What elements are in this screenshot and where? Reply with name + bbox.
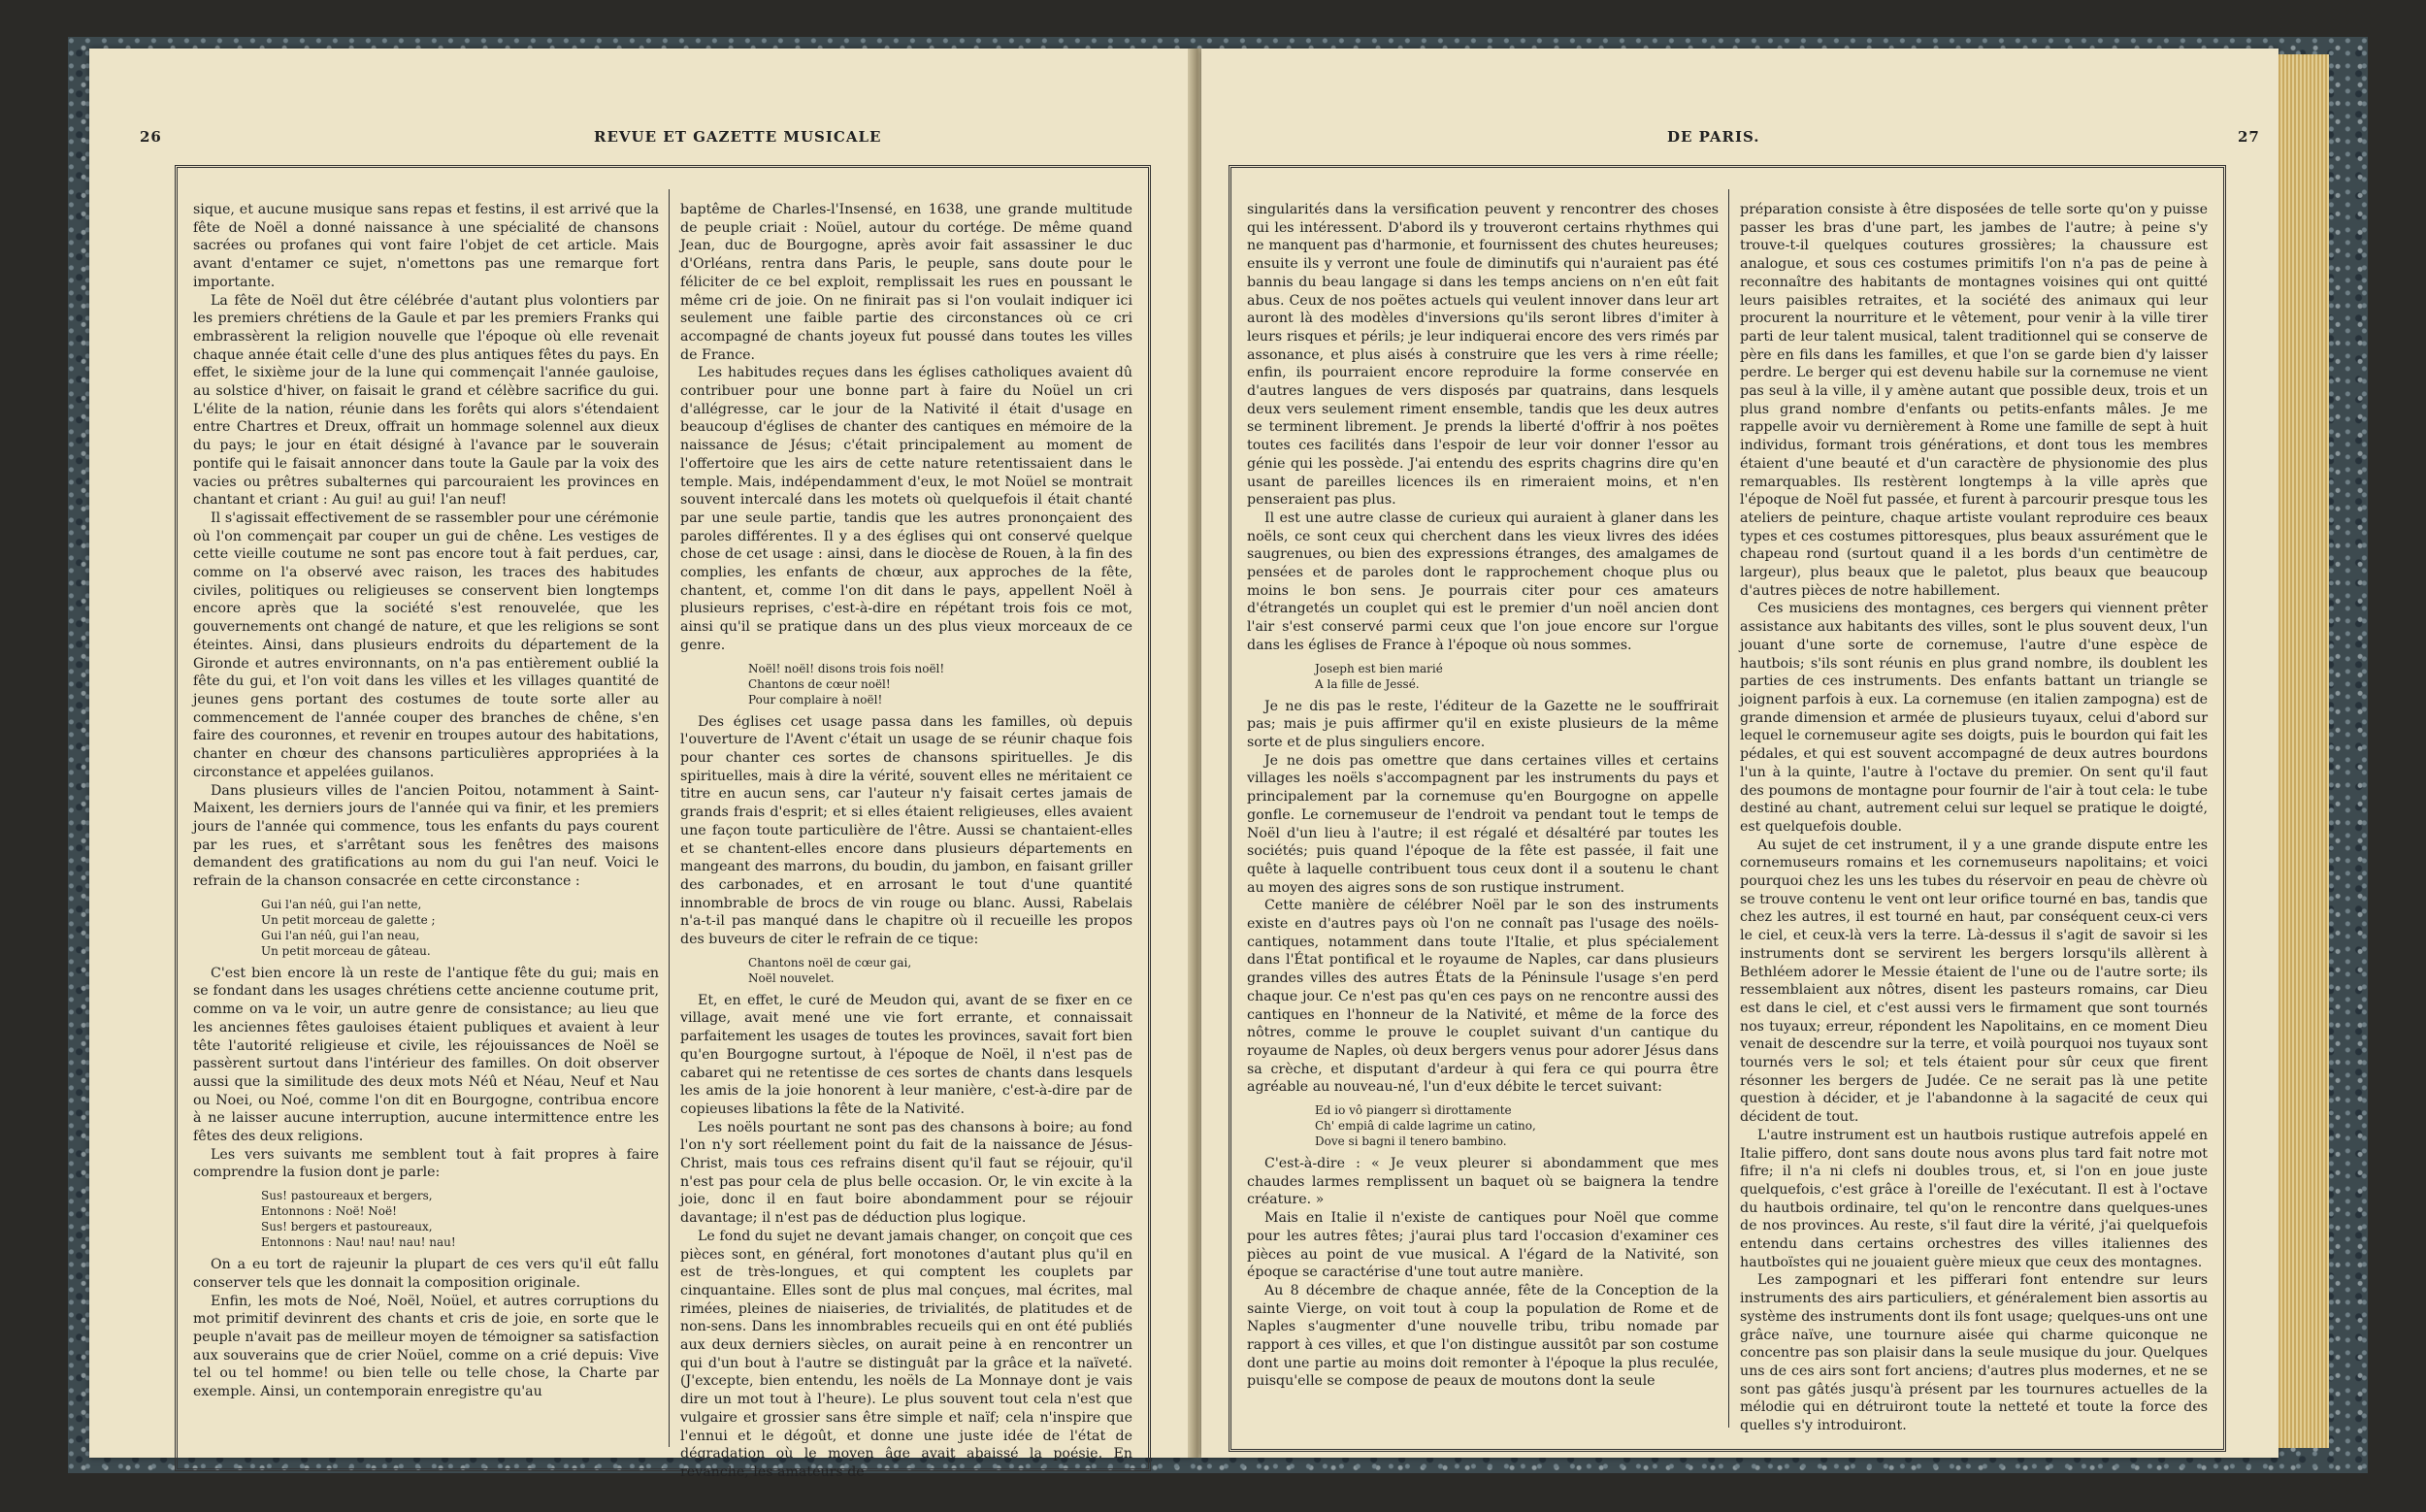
verse-block bbox=[261, 897, 659, 959]
verse-line: Entonnons : Nau! nau! nau! nau! bbox=[261, 1235, 456, 1250]
paragraph: Les noëls pourtant ne sont pas des chansons à boire; au fond l'on n'y sort réellement point du fait de la naissance de Jésus-Christ, mais tous ces refrains disent qu'il faut se réjouir, qu'il n'est pas pour cela de plus belle occasion. Or, le vin excite à la joie, donc il en faut boire abondamment pour se réjouir davantage; il n'est pas de déduction plus logique. bbox=[680, 1119, 1132, 1227]
paragraph: Des églises cet usage passa dans les familles, où depuis l'ouverture de l'Avent c'était un usage de se réunir chaque fois pour chanter ces sortes de chansons spirituelles. Je dis spirituelles, mais à dire la vérité, souvent elles ne méritaient ce titre en aucun sens, car l'auteur n'y faisait certes jamais de grands frais d'esprit; et si elles étaient religieuses, elles avaient une façon toute particulière de l'être. Aussi se chantaient-elles et se chantent-elles encore dans plusieurs départements en mangeant des marrons, du boudin, du jambon, en faisant griller des carbonades, et en arrosant le tout d'une quantité innombrable de brocs de vin rouge ou blanc. Aussi, Rabelais n'a-t-il pas manqué dans le chapitre où il recueille les propos des buveurs de citer le refrain de ce tique: bbox=[680, 713, 1132, 948]
text-frame bbox=[175, 165, 1151, 1480]
verse-line: Dove si bagni il tenero bambino. bbox=[1315, 1134, 1507, 1149]
paragraph: C'est bien encore là un reste de l'antique fête du gui; mais en se fondant dans les usages chrétiens cette ancienne coutume prit, comme on va le voir, un autre genre de consistance; au lieu que les anciennes fêtes gauloises étaient publiques et avaient à leur tête l'autorité religieuse et civile, les réjouissances de Noël se passèrent surtout dans l'intérieur des familles. On doit observer aussi que la similitude des deux mots Néû et Néau, Neuf et Nau ou Noei, ou Noé, comme l'on dit en Bourgogne, contribua encore à ne laisser aucune interruption, aucune intermittence entre les fêtes des deux religions. bbox=[193, 965, 659, 1145]
verse-block bbox=[261, 1188, 659, 1250]
verse-line: A la fille de Jessé. bbox=[1315, 676, 1420, 691]
column-rule bbox=[669, 189, 670, 1447]
paragraph: Les habitudes reçues dans les églises catholiques avaient dû contribuer pour une bonne part à faire du Noüel un cri d'allégresse, car le jour de la Nativité il était d'usage en beaucoup d'églises de chanter des cantiques en mémoire de la naissance de Jésus; c'était principalement au moment de l'offertoire que les airs de cette nature retentissaient dans le temple. Mais, indépendamment d'eux, le mot Noüel se montrait souvent intercalé dans les motets où quelquefois il était chanté par une seule partie, tandis que les autres prononçaient des paroles différentes. Il y a des églises qui ont conservé quelque chose de cet usage : ainsi, dans le diocèse de Rouen, à la fin des complies, les enfants de chœur, aux approches de la fête, chantent, et, comme l'on dit dans le pays, appellent Noël à plusieurs reprises, c'est-à-dire en répétant trois fois ce mot, ainsi qu'il se pratique dans un des plus vieux morceaux de ce genre. bbox=[680, 365, 1132, 653]
paragraph: Le fond du sujet ne devant jamais changer, on conçoit que ces pièces sont, en général, fort monotones d'autant plus qu'il en est de très-longues, et qui comptent les couplets par cinquantaine. Elles sont de plus mal conçues, mal écrites, mal rimées, pleines de niaiseries, de trivialités, de platitudes et de non-sens. Dans les innombrables recueils qui en ont été publiés aux deux derniers siècles, on aurait peine à en rencontrer un qui d'un bout à l'autre se distinguât par la grâce et la naïveté. (J'excepte, bien entendu, les noëls de La Monnaye dont je vais dire un mot tout à l'heure). Le plus souvent tout cela n'est que vulgaire et grossier sans être simple et naïf; cela n'inspire que l'ennui et le dégoût, et donne une juste idée de l'état de dégradation où le moyen âge avait abaissé la poésie. En revanche, les amateurs de bbox=[680, 1228, 1132, 1480]
verse-block bbox=[748, 661, 1132, 707]
paragraph: Il est une autre classe de curieux qui auraient à glaner dans les noëls, ce sont ceux qui cherchent dans les vieux livres des idées saugrenues, ou bien des expressions étranges, des amalgames de pensées et de paroles dont le rapprochement choque plus ou moins le bon sens. Je pourrais citer pour ces amateurs d'étrangetés un couplet qui est le premier d'un noël ancien dont l'air s'est conservé parmi ceux que l'on joue encore sur l'orgue dans les églises de France à l'époque où nous sommes. bbox=[1247, 509, 1719, 653]
paragraph: sique, et aucune musique sans repas et festins, il est arrivé que la fête de Noël a donné naissance à une spécialité de chansons sacrées ou profanes qui vont faire l'objet de cet article. Mais avant d'entamer ce sujet, n'omettons pas une remarque fort importante. bbox=[193, 202, 659, 290]
text-column-2 bbox=[1740, 201, 2208, 1434]
page-number: 26 bbox=[140, 128, 162, 146]
paragraph: Je ne dis pas le reste, l'éditeur de la Gazette ne le souffrirait pas; mais je puis affirmer qu'il en existe plusieurs de la même sorte et de plus singuliers encore. bbox=[1247, 698, 1719, 750]
verse-block bbox=[748, 955, 1132, 986]
verse-line: Chantons noël de cœur gai, bbox=[748, 955, 912, 970]
verse-line: Un petit morceau de gâteau. bbox=[261, 943, 431, 958]
paragraph: Enfin, les mots de Noé, Noël, Noüel, et autres corruptions du mot primitif devinrent des chants et cris de joie, en sorte que le peuple n'avait pas de meilleur moyen de témoigner sa satisfaction aux souverains que de crier Noüel, comme on a crié depuis: Vive tel ou tel homme! ou bien telle ou telle chose, la Charte par exemple. Ainsi, un contemporain enregistre qu'au bbox=[193, 1293, 659, 1400]
paragraph: baptême de Charles-l'Insensé, en 1638, une grande multitude de peuple criait : Noüel, autour du cortége. De même quand Jean, duc de Bourgogne, après avoir fait assassiner le duc d'Orléans, rentra dans Paris, le peuple, sans doute pour le féliciter de ce bel exploit, remplissait les rues en poussant le même cri de joie. On ne finirait pas si l'on voulait indiquer ici seulement une faible partie des circonstances où ce cri accompagné de chants joyeux fut poussé dans toutes les villes de France. bbox=[680, 202, 1132, 363]
verse-line: Pour complaire à noël! bbox=[748, 692, 883, 707]
text-column-1 bbox=[193, 201, 659, 1449]
verse-line: Ed io vô piangerr sì dirottamente bbox=[1315, 1103, 1512, 1118]
page-number: 27 bbox=[2238, 128, 2260, 146]
text-frame bbox=[1229, 165, 2226, 1452]
paragraph: Dans plusieurs villes de l'ancien Poitou, notamment à Saint-Maixent, les derniers jours de l'année qui va finir, et les premiers jours de l'année qui commence, tous les enfants du pays courent par les rues, et s'arrêtant sous les fenêtres des maisons demandent des gratifications au nom du gui l'an neuf. Voici le refrain de la chanson consacrée en cette circonstance : bbox=[193, 782, 659, 890]
paragraph: singularités dans la versification peuvent y rencontrer des choses qui les intéressent. D'abord ils y trouveront certains rhythmes qui ne manquent pas d'harmonie, et fournissent des chutes heureuses; ensuite ils y verront une foule de diminutifs qui n'auraient pas été bannis du beau langage si dans les temps anciens on n'en eût fait abus. Ceux de nos poëtes actuels qui veulent innover dans leur art auront là des modèles d'inversions qu'ils seront libres d'imiter à leurs risques et périls; je leur indiquerai encore des vers rimés par assonance, et plus aisés à construire que les vers à rime réelle; enfin, ils pourraient encore reproduire la forme conservée en d'autres langues de vers disposés par quatrains, dans lesquels deux vers seulement riment ensemble, tandis que les deux autres se terminent librement. Je prends la liberté d'offrir à nos poëtes toutes ces facilités dans l'espoir de leur voir donner l'essor au génie qui les possède. J'ai entendu des esprits chagrins dire qu'en usant de pareilles licences ils en rimeraient moins, et n'en penseraient pas plus. bbox=[1247, 202, 1719, 509]
paragraph: Il s'agissait effectivement de se rassembler pour une cérémonie où l'on commençait par couper un gui de chêne. Les vestiges de cette vieille coutume ne sont pas encore tout à fait perdues, car, comme on l'a observé avec raison, les traces des habitudes civiles, politiques ou religieuses se conservent bien longtemps encore après que la société s'est renouvelée, que les gouvernements ont changé de nature, et que les religions se sont éteintes. Ainsi, dans plusieurs endroits du département de la Gironde et autres environnants, on n'a pas entièrement oublié la fête du gui, et l'on voit dans les villes et les villages quantité de jeunes gens portant des costumes de toute sorte aller au commencement de l'année couper des branches de chêne, s'en faire des couronnes, et revenir en troupes autour des habitations, chanter en chœur des chansons particulières appropriées à la circonstance et appelées guilanos. bbox=[193, 509, 659, 780]
verse-line: Ch' empiâ di calde lagrime un catino, bbox=[1315, 1119, 1536, 1134]
paragraph: préparation consiste à être disposées de telle sorte qu'on y puisse passer les bras d'une part, les jambes de l'autre; à peine s'y trouve-t-il quelques coutures grossières; la chaussure est analogue, et sous ces costumes primitifs l'on n'a pas de peine à reconnaître des habitants de montagnes voisines qui ont quitté leurs paisibles retraites, et la société des animaux qui leur procurent la nourriture et le vêtement, pour venir à la ville tirer parti de leur talent musical, talent traditionnel qui se conserve de père en fils dans les familles, et que l'on se garde bien d'y laisser perdre. Le berger qui est devenu habile sur la cornemuse ne vient pas seul à la ville, il y amène autant que possible deux, trois et un plus grand nombre d'enfants ou petits-enfants mâles. Je me rappelle avoir vu dernièrement à Rome une famille de sept à huit individus, formant trois générations, et dont tous les membres étaient d'une beauté et d'un caractère de physionomie des plus remarquables. Ils restèrent longtemps à la ville après que l'époque de Noël fut passée, et furent à parcourir presque tous les ateliers de peinture, chaque artiste voulant reproduire ces beaux types et ces costumes pittoresques, plus beaux assurément que le chapeau rond (surtout quand il a les bords d'un centimètre de largeur), plus beaux que le paletot, plus beaux que beaucoup d'autres pièces de notre habillement. bbox=[1740, 202, 2208, 599]
text-column-1 bbox=[1247, 201, 1719, 1430]
verse-block bbox=[1315, 661, 1719, 692]
verse-line: Joseph est bien marié bbox=[1315, 661, 1443, 675]
verse-line: Noël nouvelet. bbox=[748, 970, 835, 985]
verse-line: Gui l'an néû, gui l'an nette, bbox=[261, 897, 422, 911]
verse-line: Sus! pastoureaux et bergers, bbox=[261, 1189, 433, 1203]
left-page bbox=[89, 49, 1194, 1480]
running-head: DE PARIS. bbox=[1667, 128, 1760, 146]
text-column-2 bbox=[680, 201, 1132, 1480]
paragraph: Au sujet de cet instrument, il y a une grande dispute entre les cornemuseurs romains et les cornemuseurs napolitains; et voici pourquoi chez les uns les tubes du réservoir en peau de chèvre où se trouve contenu le vent ont leur orifice tourné en bas, tandis que chez les autres, il est tourné en haut, par conséquent ceux-ci vers le ciel, et ceux-là vers la terre. Là-dessus il s'agit de savoir si les instruments dont se servirent les bergers lorsqu'ils allèrent à Bethléem adorer le Messie étaient de l'une ou de l'autre sorte; ils ressemblaient aux nôtres, disent les pasteurs romains, car Dieu est dans le ciel, et c'est aussi vers le firmament que sont tournés nos tuyaux; erreur, répondent les Napolitains, en ce moment Dieu venait de descendre sur la terre, et voilà pourquoi nos tuyaux sont tournés vers le sol; et tels étaient pour sûr ceux que firent résonner les bergers de Judée. Ce ne serait pas là une petite question à décider, et je l'abandonne à la sagacité de ceux qui décident de tout. bbox=[1740, 837, 2208, 1126]
running-head: REVUE ET GAZETTE MUSICALE bbox=[594, 128, 882, 146]
paragraph: Ces musiciens des montagnes, ces bergers qui viennent prêter assistance aux habitants des villes, sont le plus souvent deux, l'un jouant d'une sorte de cornemuse, l'autre d'une espèce de hautbois; s'ils sont réunis en plus grand nombre, ils doublent les parties de ces instruments. Des enfants battant un triangle se joignent parfois à eux. La cornemuse (en italien zampogna) est de grande dimension et armée de plusieurs tuyaux, celui d'abord sur lequel le cornemuseur agite ses doigts, puis le bourdon qui fait les pédales, et qui est souvent accompagné de deux autres bourdons l'un à la quinte, l'autre à l'octave du premier. On sent qu'il faut des poumons de montagne pour fournir de l'air à tout cela: le tube destiné au chant, autrement celui sur lequel se pratique le doigté, est quelquefois double. bbox=[1740, 601, 2208, 835]
paragraph: On a eu tort de rajeunir la plupart de ces vers qu'il eût fallu conserver tels que les donnait la composition originale. bbox=[193, 1257, 659, 1291]
paragraph: Et, en effet, le curé de Meudon qui, avant de se fixer en ce village, avait mené une vie fort errante, et connaissait parfaitement les usages de toutes les provinces, savait fort bien qu'en Bourgogne surtout, à l'époque de Noël, il n'est pas de cabaret qui ne retentisse de ces sortes de chants dans lesquels les amis de la joie honorent à leur manière, c'est-à-dire par de copieuses libations la fête de la Nativité. bbox=[680, 992, 1132, 1117]
paragraph: Au 8 décembre de chaque année, fête de la Conception de la sainte Vierge, on voit tout à coup la population de Rome et de Naples s'augmenter d'une nouvelle tribu, tribu nomade par rapport à ces villes, et que l'on distingue aussitôt par son costume dont une partie au moins doit remonter à l'époque la plus reculée, puisqu'elle se compose de peaux de moutons dont la seule bbox=[1247, 1282, 1719, 1390]
verse-line: Sus! bergers et pastoureaux, bbox=[261, 1220, 433, 1234]
verse-line: Un petit morceau de galette ; bbox=[261, 912, 436, 927]
paragraph: Mais en Italie il n'existe de cantiques pour Noël que comme pour les autres fêtes; j'aurai plus tard l'occasion d'examiner ces pièces au point de vue musical. A l'égard de la Nativité, son époque se caractérise d'une tout autre manière. bbox=[1247, 1210, 1719, 1281]
paragraph: C'est-à-dire : « Je veux pleurer si abondamment que mes chaudes larmes remplissent un baquet où se baignera la tendre créature. » bbox=[1247, 1156, 1719, 1208]
column-rule bbox=[1728, 189, 1729, 1428]
page-edges bbox=[2278, 54, 2329, 1448]
verse-block bbox=[1315, 1102, 1719, 1149]
paragraph: Cette manière de célébrer Noël par le son des instruments existe en d'autres pays où l'on ne connaît pas l'usage des noëls-cantiques, notamment dans toute l'Italie, et plus spécialement dans l'État pontifical et le royaume de Naples, car dans plusieurs grandes villes des autres États de la Péninsule l'usage s'en perd chaque jour. Ce n'est pas qu'en ces pays on ne rencontre aussi des cantiques en l'honneur de la Nativité, et même de la force des nôtres, comme le prouve le couplet suivant d'un cantique du royaume de Naples, où deux bergers venus pour adorer Jésus dans sa crèche, et disputant d'ardeur à qui fera ce qui pourra être agréable au nouveau-né, l'un d'eux débite le tercet suivant: bbox=[1247, 898, 1719, 1096]
right-page bbox=[1201, 49, 2278, 1458]
verse-line: Chantons de cœur noël! bbox=[748, 676, 891, 691]
verse-line: Gui l'an néû, gui l'an neau, bbox=[261, 928, 420, 942]
verse-line: Entonnons : Noë! Noë! bbox=[261, 1204, 397, 1219]
paragraph: La fête de Noël dut être célébrée d'autant plus volontiers par les premiers chrétiens de la Gaule et par les premiers Franks qui embrassèrent la religion nouvelle que l'époque où elle revenait chaque année était celle d'une des plus antiques fêtes du pays. En effet, le sixième jour de la lune qui commençait l'année gauloise, au solstice d'hiver, on faisait le grand et célèbre sacrifice du gui. L'élite de la nation, réunie dans les forêts qui alors s'étendaient entre Chartres et Dreux, offrait un hommage solennel aux dieux du pays; le jour en était désigné à l'avance par le souverain pontife qui le faisait annoncer dans toute la Gaule par la voix des vacies ou prêtres subalternes qui parcouraient les provinces en chantant et criant : Au gui! au gui! l'an neuf! bbox=[193, 292, 659, 509]
paragraph: L'autre instrument est un hautbois rustique autrefois appelé en Italie piffero, dont sans doute nous avons plus tard fait notre mot fifre; il n'a ni clefs ni doubles trous, et, si l'on en joue juste quelquefois, c'est grâce à l'oreille de l'exécutant. Il est à l'octave du hautbois ordinaire, tel qu'on le rencontre dans quelques-unes de nos provinces. Au reste, s'il faut dire la vérité, j'ai quelquefois entendu dans certains orchestres des villes italiennes des hautboïstes qui ne jouaient guère mieux que ceux des montagnes. bbox=[1740, 1127, 2208, 1270]
paragraph: Les vers suivants me semblent tout à fait propres à faire comprendre la fusion dont je parle: bbox=[193, 1146, 659, 1181]
verse-line: Noël! noël! disons trois fois noël! bbox=[748, 661, 945, 675]
paragraph: Je ne dois pas omettre que dans certaines villes et certains villages les noëls s'accompagnent par les instruments du pays et principalement par la cornemuse qu'en Bourgogne on appelle gonfle. Le cornemuseur de l'endroit va pendant tout le temps de Noël d'un lieu à l'autre; il est régalé et désaltéré par toutes les sociétés; puis quand l'époque de la fête est passée, il fait une quête à laquelle contribuent tous ceux dont il a soutenu le chant au moyen des aigres sons de son rustique instrument. bbox=[1247, 752, 1719, 896]
paragraph: Les zampognari et les pifferari font entendre sur leurs instruments des airs particuliers, et généralement bien assortis au système des instruments dont ils font usage; quelques-uns ont une grâce naïve, une tournure aisée qui charme quiconque ne concentre pas son plaisir dans la seule musique du jour. Quelques uns de ces airs sont fort anciens; d'autres plus modernes, et ne se sont pas gâtés jusqu'à présent par les tournures actuelles de la mélodie qui en détruiront toute la netteté et toute la force des quelles s'y introduiront. bbox=[1740, 1272, 2208, 1434]
